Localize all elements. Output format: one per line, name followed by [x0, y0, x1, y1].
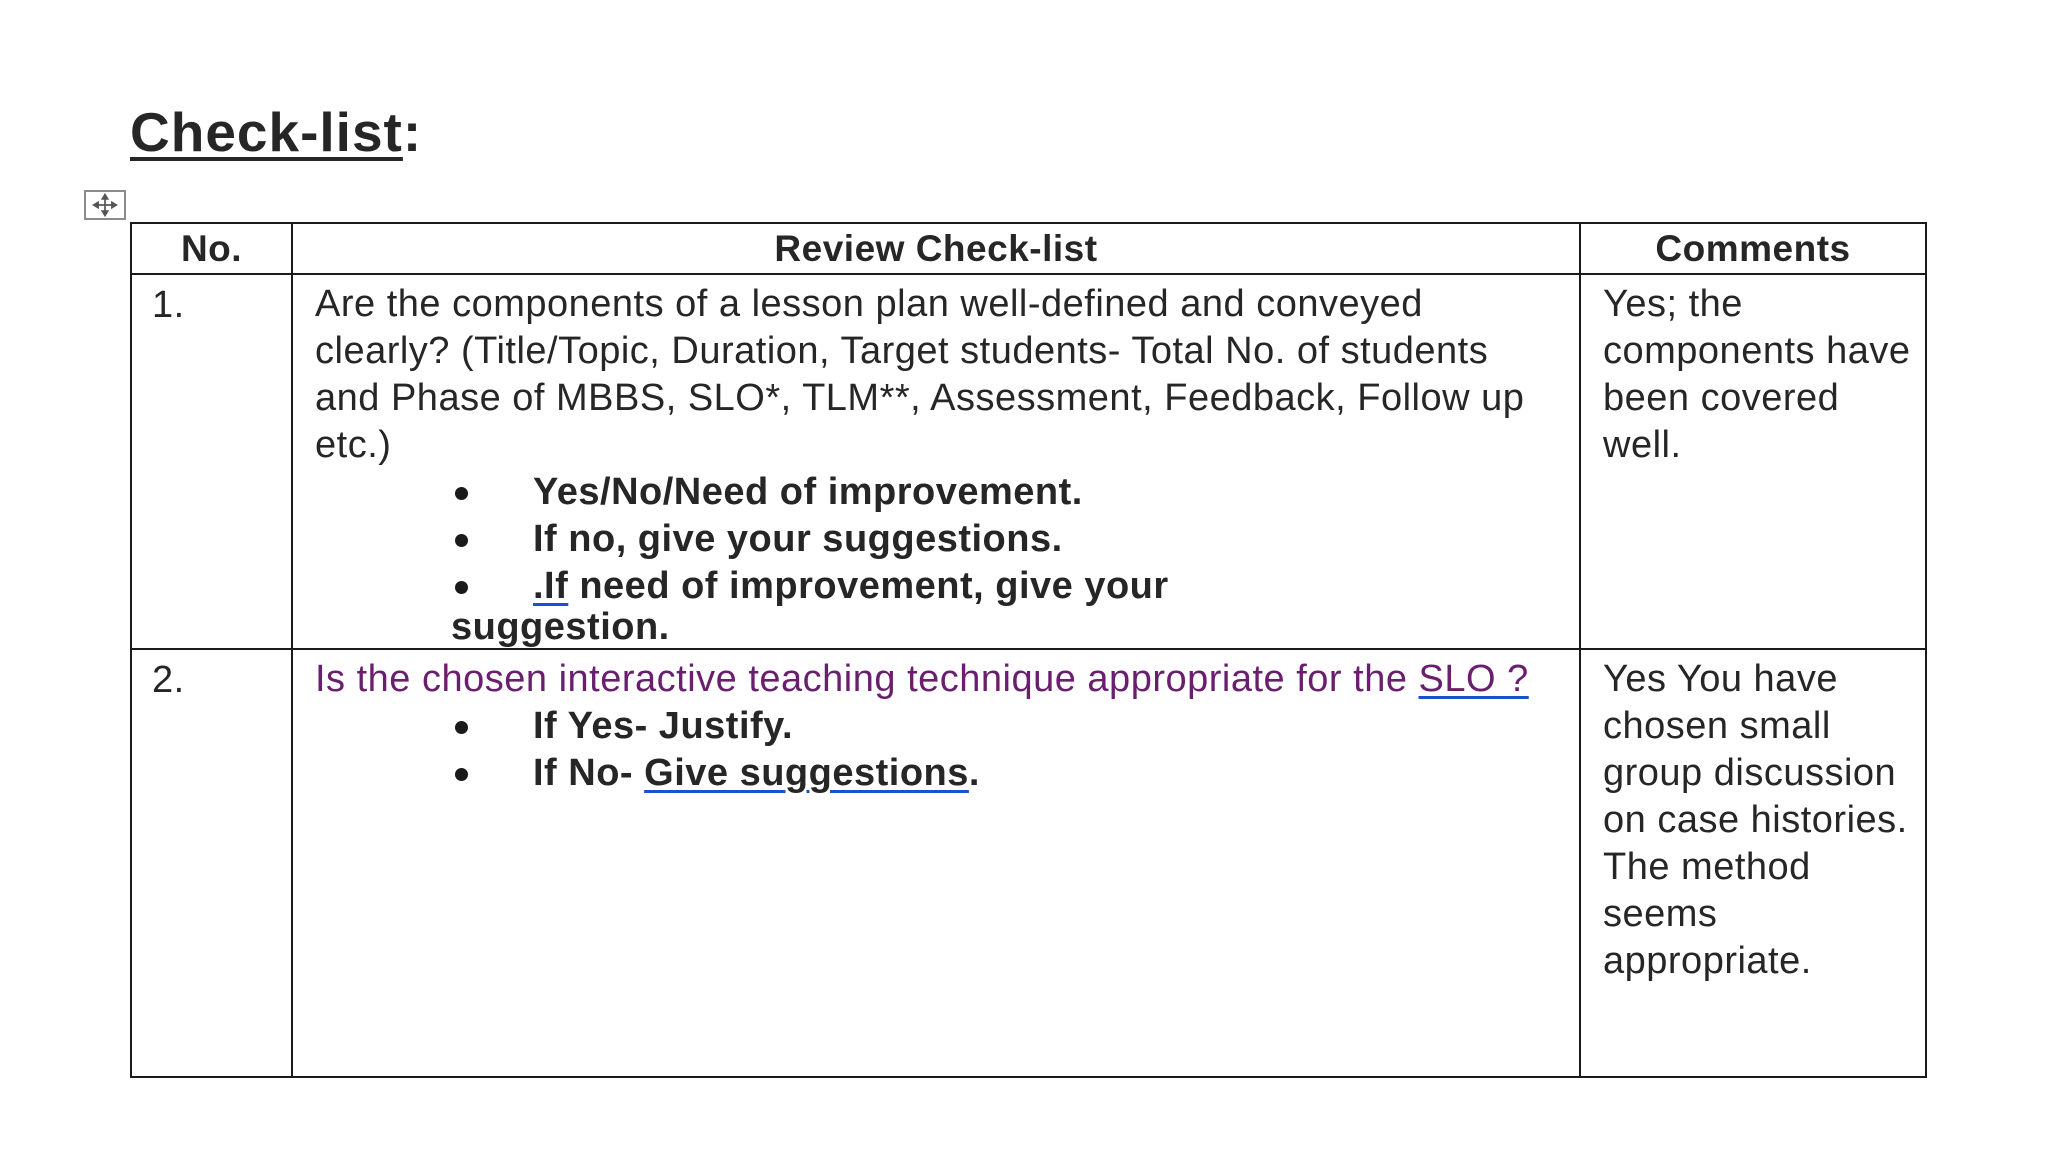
bullet-icon: [455, 768, 468, 781]
bullet-icon: [455, 534, 468, 547]
review-question: [315, 656, 1561, 703]
bullet-text: If no, give your suggestions.: [533, 518, 1063, 560]
review-question-cell: [292, 649, 1580, 1077]
table-row: [131, 274, 1926, 649]
review-question: Are the components of a lesson plan well-defined and conveyed clearly? (Title/Topic, Duration, Target students- Total No. of students and Phase of MBBS, SLO*, TLM**, Assessment, Feedback, Follow up etc.): [315, 283, 1525, 466]
checklist-table: [130, 222, 1927, 1078]
page-title-colon: :: [402, 101, 423, 163]
page-title-text: Check-list: [130, 101, 403, 163]
question-text: Is the chosen interactive teaching technique appropriate for the: [315, 658, 1419, 700]
list-item: [315, 516, 1561, 563]
table-row: [131, 649, 1926, 1077]
list-item: [315, 469, 1561, 516]
comment-cell: [1580, 274, 1926, 649]
give-suggestions-link[interactable]: Give suggestions: [644, 752, 969, 794]
header-no: No.: [131, 223, 292, 274]
bullet-text: If No-: [533, 752, 645, 794]
bullet-icon: [455, 721, 468, 734]
slo-link[interactable]: SLO ?: [1418, 658, 1529, 700]
header-comments: Comments: [1580, 223, 1926, 274]
bullet-text: .: [968, 752, 980, 794]
bullet-continuation: suggestion.: [451, 606, 670, 648]
row-number: 2.: [131, 649, 292, 1077]
header-review-checklist: Review Check-list: [292, 223, 1580, 274]
page-title: [130, 96, 422, 168]
list-item: [315, 563, 1561, 648]
comment-cell: [1580, 649, 1926, 1077]
bullet-text: need of improvement, give your: [568, 565, 1169, 607]
review-question-cell: [292, 274, 1580, 649]
list-item: [315, 703, 1561, 750]
bullet-icon: [455, 581, 468, 594]
comment-text: Yes; the components have been covered well.: [1603, 283, 1911, 466]
list-item: [315, 750, 1561, 797]
bullet-text: Yes/No/Need of improvement.: [533, 471, 1083, 513]
comment-text: Yes You have chosen small group discussion on case histories. The method seems appropriate.: [1603, 658, 1908, 982]
bullet-list: [315, 703, 1561, 797]
if-link[interactable]: .If: [533, 565, 569, 607]
table-header-row: [131, 223, 1926, 274]
bullet-list: [315, 469, 1561, 648]
table-move-handle-icon[interactable]: [84, 190, 126, 220]
row-number: 1.: [131, 274, 292, 649]
bullet-text: If Yes- Justify.: [533, 705, 794, 747]
bullet-icon: [455, 487, 468, 500]
